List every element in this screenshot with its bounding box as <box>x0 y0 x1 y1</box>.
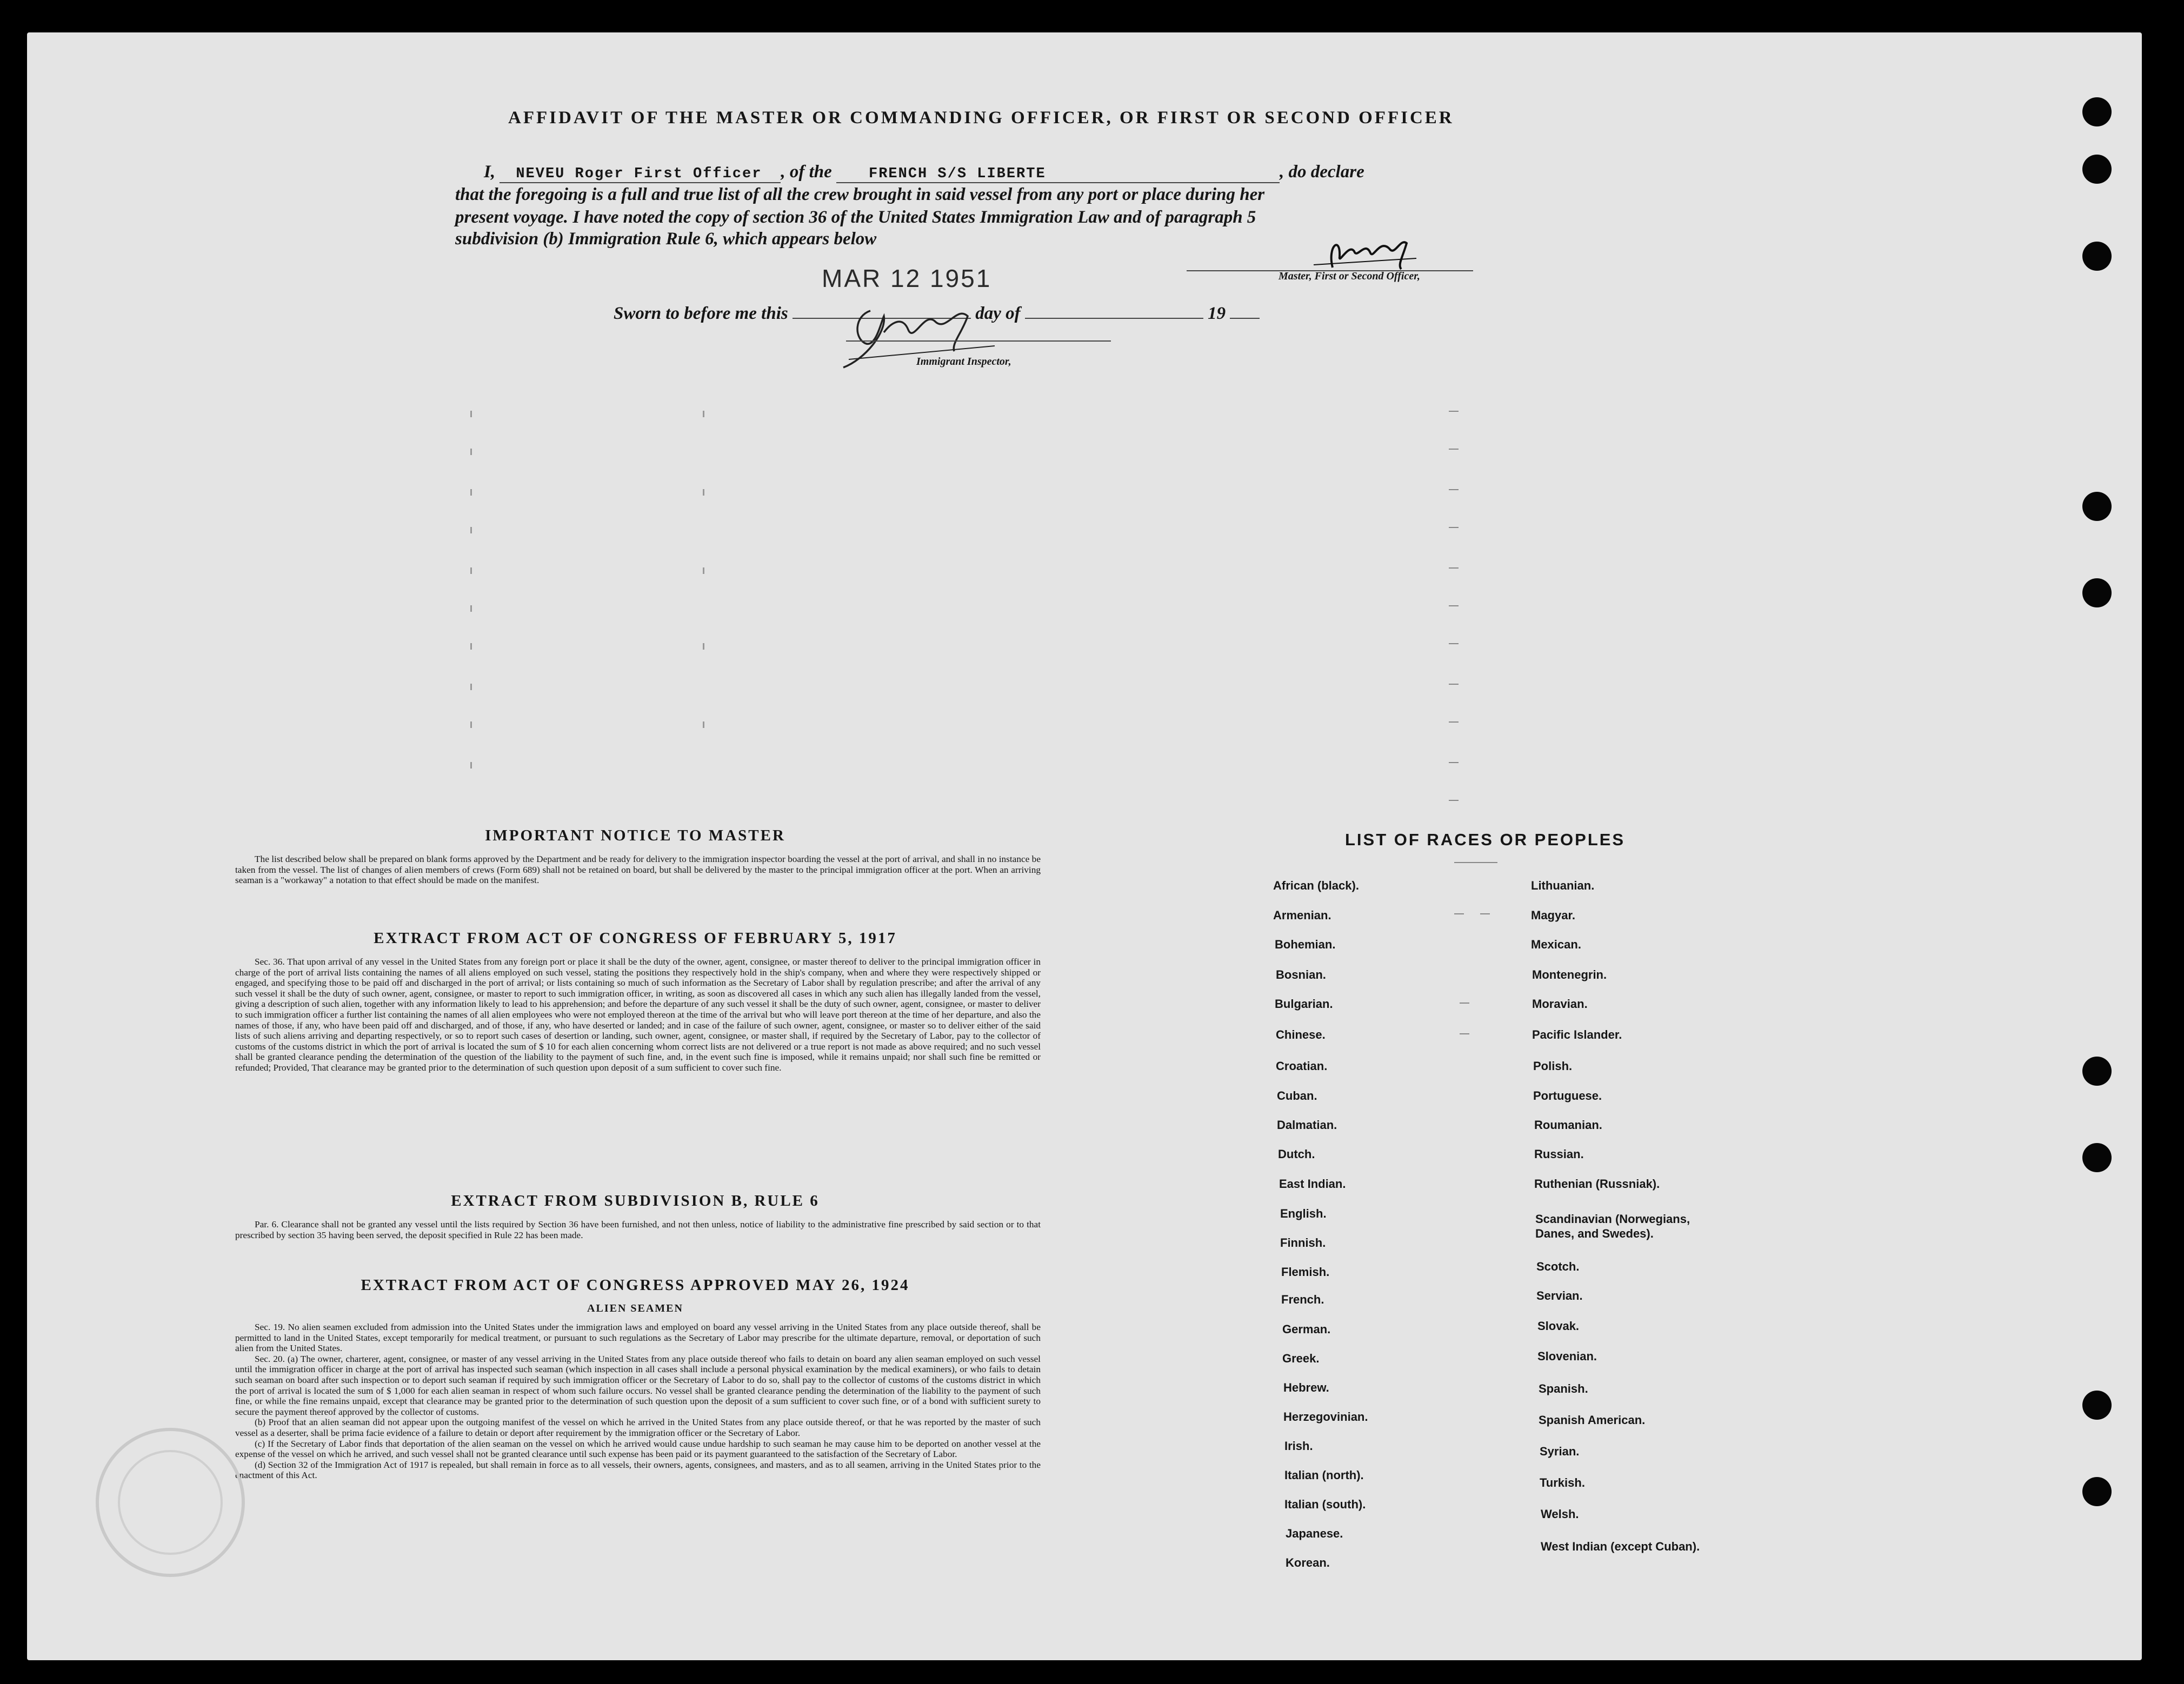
race-right-item: Pacific Islander. <box>1532 1028 1622 1041</box>
faint-mark <box>1449 684 1459 685</box>
punch-hole <box>2082 97 2112 126</box>
race-right-item: Ruthenian (Russniak). <box>1534 1177 1660 1191</box>
race-right-item: Turkish. <box>1540 1476 1585 1489</box>
punch-hole <box>2082 1391 2112 1420</box>
faint-mark <box>1449 449 1459 450</box>
declare-label: , do declare <box>1280 162 1364 182</box>
faint-mark <box>470 527 472 533</box>
affidavit-title: AFFIDAVIT OF THE MASTER OR COMMANDING OFFICER, OR FIRST OR SECOND OFFICER <box>508 108 1454 128</box>
race-right-item: Scotch. <box>1536 1260 1580 1273</box>
race-left-item: Cuban. <box>1277 1089 1317 1102</box>
race-left-item: French. <box>1281 1293 1324 1306</box>
race-right-item: Montenegrin. <box>1532 968 1607 981</box>
race-right-item: Portuguese. <box>1533 1089 1602 1102</box>
race-right-item: Moravian. <box>1532 997 1588 1011</box>
punch-hole <box>2082 1143 2112 1172</box>
extract-1924-subtitle: ALIEN SEAMEN <box>587 1302 683 1314</box>
race-left-item: Flemish. <box>1281 1265 1330 1279</box>
officer-name-typed: NEVEU Roger First Officer <box>516 166 762 182</box>
faint-mark <box>1449 800 1459 801</box>
race-left-item: Bulgarian. <box>1275 997 1333 1011</box>
faint-mark <box>470 643 472 650</box>
faint-mark <box>1449 527 1459 528</box>
sec20b-text: (b) Proof that an alien seaman did not appear upon the outgoing manifest of the vessel on which he arrived in the United States from any place outside thereof, or that he was reported by the master of such vessel as a deserter, shall be prima facie evidence of a failure to detain or deport after requirement by the immigration officer or the Secretary of Labor. <box>235 1417 1041 1438</box>
notice-body <box>235 854 1041 886</box>
race-left-item: East Indian. <box>1279 1177 1346 1191</box>
faint-mark <box>470 605 472 612</box>
of-the-label: , of the <box>781 162 832 182</box>
race-left-item: Croatian. <box>1276 1059 1328 1073</box>
faint-mark <box>703 411 704 417</box>
faint-mark <box>1454 913 1464 914</box>
faint-mark <box>470 721 472 728</box>
race-right-item: Servian. <box>1536 1289 1583 1302</box>
race-left-item: Hebrew. <box>1283 1381 1329 1394</box>
race-right-item: Welsh. <box>1541 1507 1579 1521</box>
faint-mark <box>1480 913 1490 914</box>
sec19-text: Sec. 19. No alien seamen excluded from admission into the United States under the immigration laws and employed on board any vessel arriving in the United States from any place outside thereof, shall be permitted to land in the United States, except temporarily for medical treatment, or pursuant to such regulations as the Secretary of Labor may prescribe for the ultimate departure, removal, or deportation of such alien from the United States. <box>235 1322 1041 1354</box>
race-left-item: Bosnian. <box>1276 968 1326 981</box>
race-left-item: German. <box>1282 1322 1331 1336</box>
race-left-item: Herzegovinian. <box>1283 1410 1368 1424</box>
year-prefix: 19 <box>1208 304 1226 323</box>
race-right-item: Magyar. <box>1531 908 1575 922</box>
race-left-item: Chinese. <box>1276 1028 1326 1041</box>
race-left-item: Greek. <box>1282 1352 1320 1365</box>
day-of-label: day of <box>975 304 1021 323</box>
race-left-item: Dalmatian. <box>1277 1118 1337 1132</box>
race-right-item: Syrian. <box>1540 1445 1580 1458</box>
faint-mark <box>470 684 472 690</box>
date-stamp: MAR 12 1951 <box>822 264 992 292</box>
inspector-signature-line <box>846 340 1111 342</box>
race-left-item: Dutch. <box>1278 1147 1315 1161</box>
faint-mark <box>470 411 472 417</box>
race-left-item: Japanese. <box>1286 1527 1343 1540</box>
race-left-item: English. <box>1280 1207 1327 1220</box>
race-left-item: Armenian. <box>1273 908 1331 922</box>
vessel-typed: FRENCH S/S LIBERTE <box>869 166 1046 182</box>
race-left-item: Italian (north). <box>1284 1468 1364 1482</box>
faint-mark <box>1449 605 1459 606</box>
affidavit-line-2: that the foregoing is a full and true list of all the crew brought in said vessel from any port or place during her <box>455 185 1265 204</box>
race-right-item: Scandinavian (Norwegians, Danes, and Swedes). <box>1535 1212 1690 1240</box>
punch-hole <box>2082 1057 2112 1086</box>
race-right-item: Russian. <box>1534 1147 1584 1161</box>
faint-mark <box>703 567 704 574</box>
race-right-item: Slovak. <box>1537 1319 1580 1333</box>
race-left-item: Bohemian. <box>1275 938 1336 951</box>
faint-mark <box>703 489 704 496</box>
i-label: I, <box>484 162 496 182</box>
inspector-label: Immigrant Inspector, <box>916 356 1011 367</box>
officer-label: Master, First or Second Officer, <box>1279 270 1420 282</box>
faint-mark <box>470 489 472 496</box>
rule6-body <box>235 1219 1041 1240</box>
sec20a-text: Sec. 20. (a) The owner, charterer, agent, consignee, or master of any vessel arriving in the United States from any place outside thereof who fails to detain on board any alien seaman employed on such vessel until the immigration officer in charge at the port of arrival has inspected such seaman (which inspection in all cases shall include a personal physical examination by the medical examiners), or who fails to detain such seaman on board after such inspection or to deport such seaman if required by such immigration officer or the Secretary of Labor to do so, shall pay to the collector of customs of the customs district in which the port of arrival is located the sum of $ 1,000 for each alien seaman in respect of whom such failure occurs. No vessel shall be granted clearance pending the determination of the liability to the payment of such fine, or while the fine remains unpaid, except that clearance may be granted prior to the determination of such question upon the deposit of a sum sufficient to cover such fine, or of a bond with sufficient surety to secure the payment thereof approved by the collector of customs. <box>235 1353 1041 1417</box>
rule6-text: Par. 6. Clearance shall not be granted any vessel until the lists required by Section 36 have been furnished, and not then unless, notice of liability to the administrative fine prescribed by said section or to that prescribed by section 35 having been served, the deposit specified in Rule 22 has been made. <box>235 1219 1041 1240</box>
race-right-item: Spanish American. <box>1539 1413 1646 1427</box>
race-left-item: Korean. <box>1286 1556 1330 1569</box>
embossed-seal <box>89 1416 251 1589</box>
faint-mark <box>470 567 472 574</box>
race-left-item: Finnish. <box>1280 1236 1326 1249</box>
races-title: LIST OF RACES OR PEOPLES <box>1345 830 1626 849</box>
notice-text: The list described below shall be prepared on blank forms approved by the Department and be ready for delivery to the immigration inspector boarding the vessel at the port of arrival, and shall in no instance be taken from the vessel. The list of changes of alien members of crews (Form 689) shall not be retained on board, but shall be delivered by the master to the principal immigration officer at the port. When an arriving seaman is a "workaway" a notation to that effect should be made on the manifest. <box>235 854 1041 886</box>
extract-1924-title: EXTRACT FROM ACT OF CONGRESS APPROVED MAY 26, 1924 <box>361 1277 910 1294</box>
race-left-item: African (black). <box>1273 879 1359 892</box>
notice-title: IMPORTANT NOTICE TO MASTER <box>485 827 785 844</box>
faint-mark <box>470 449 472 455</box>
sec20c-text: (c) If the Secretary of Labor finds that deportation of the alien seaman on the vessel on which he arrived would cause undue hardship to such seaman he may cause him to be deported on another vessel at the expense of the vessel on which he arrived, and such vessel shall not be granted clearance until such expense has been paid or its payment guaranteed to the satisfaction of the Secretary of Labor. <box>235 1438 1041 1460</box>
faint-mark <box>1460 1003 1469 1004</box>
punch-hole <box>2082 492 2112 521</box>
sec20d-text: (d) Section 32 of the Immigration Act of 1917 is repealed, but shall remain in force as to all vessels, their owners, agents, consignees, and masters, and as to all seamen, arriving in the United States prior to the enactment of this Act. <box>235 1459 1041 1481</box>
extract-1924-body <box>235 1322 1041 1481</box>
race-right-item: West Indian (except Cuban). <box>1541 1540 1700 1553</box>
race-right-item: Mexican. <box>1531 938 1581 951</box>
race-right-item: Roumanian. <box>1534 1118 1602 1132</box>
faint-mark <box>703 643 704 650</box>
faint-mark <box>1449 489 1459 490</box>
faint-mark <box>1449 721 1459 723</box>
faint-mark <box>1449 643 1459 644</box>
race-right-item: Slovenian. <box>1537 1349 1597 1363</box>
race-right-item: Lithuanian. <box>1531 879 1595 892</box>
faint-mark <box>1449 567 1459 569</box>
faint-mark <box>470 762 472 769</box>
race-right-item: Spanish. <box>1539 1382 1588 1395</box>
faint-mark <box>703 721 704 728</box>
punch-hole <box>2082 578 2112 607</box>
extract-1917-body <box>235 957 1041 1073</box>
punch-hole <box>2082 242 2112 271</box>
race-left-item: Irish. <box>1284 1439 1313 1453</box>
affidavit-line-3: present voyage. I have noted the copy of section 36 of the United States Immigration Law and of paragraph 5 <box>455 208 1256 227</box>
punch-hole <box>2082 155 2112 184</box>
race-left-item: Italian (south). <box>1284 1498 1366 1511</box>
faint-mark <box>1460 1033 1469 1034</box>
sworn-label: Sworn to before me this <box>614 304 788 323</box>
rule6-title: EXTRACT FROM SUBDIVISION B, RULE 6 <box>451 1192 820 1209</box>
affidavit-line-4: subdivision (b) Immigration Rule 6, which appears below <box>455 229 877 249</box>
officer-signature <box>1260 227 1454 276</box>
extract-1917-title: EXTRACT FROM ACT OF CONGRESS OF FEBRUARY 5, 1917 <box>374 930 897 947</box>
faint-mark <box>1449 762 1459 763</box>
affidavit-line-1 <box>484 162 1364 183</box>
punch-hole <box>2082 1477 2112 1506</box>
title-underline <box>1454 862 1497 863</box>
extract-1917-text: Sec. 36. That upon arrival of any vessel in the United States from any foreign port or place it shall be the duty of the owner, agent, consignee, or master thereof to deliver to the principal immigration officer in charge of the port of arrival lists containing the names of all aliens employed on such vessel, stating the positions they respectively hold in the ship's company, when and where they were respectively shipped or engaged, and specifying those to be paid off and discharged in the port of arrival; or lists containing so much of such information as the Secretary of Labor shall by regulation prescribe; and after the arrival of any such vessel it shall be the duty of such owner, agent, consignee, or master to report to such immigration officer, in writing, as soon as discovered all cases in which any such alien has illegally landed from the vessel, giving a description of such alien, together with any information likely to lead to his apprehension; and before the departure of any such vessel it shall be the duty of such owner, agent, consignee, or master to deliver to such immigration officer a further list containing the names of all alien employees who were not employed thereon at the time of the arrival but who will leave port thereon at the time of her departure, and also the names of those, if any, who have been paid off and discharged, and of those, if any, who have deserted or landed; and in case of the failure of such owner, agent, consignee, or master so to deliver either of the said lists of such aliens arriving and departing respectively, or so to report such cases of desertion or landing, such owner, agent, consignee, or master shall, if required by the Secretary of Labor, pay to the collector of customs of the customs district in which the port of arrival is located the sum of $ 10 for each alien concerning whom correct lists are not delivered or a true report is not made as above required; and no such vessel shall be granted clearance pending the determination of the question of the liability to the payment of such fine, and, in the event such fine is imposed, while it remains unpaid; nor shall such fine be remitted or refunded; Provided, That clearance may be granted prior to the determination of such question upon deposit of a sum sufficient to cover such fine. <box>235 957 1041 1073</box>
race-right-item: Polish. <box>1533 1059 1573 1073</box>
faint-mark <box>1449 411 1459 412</box>
